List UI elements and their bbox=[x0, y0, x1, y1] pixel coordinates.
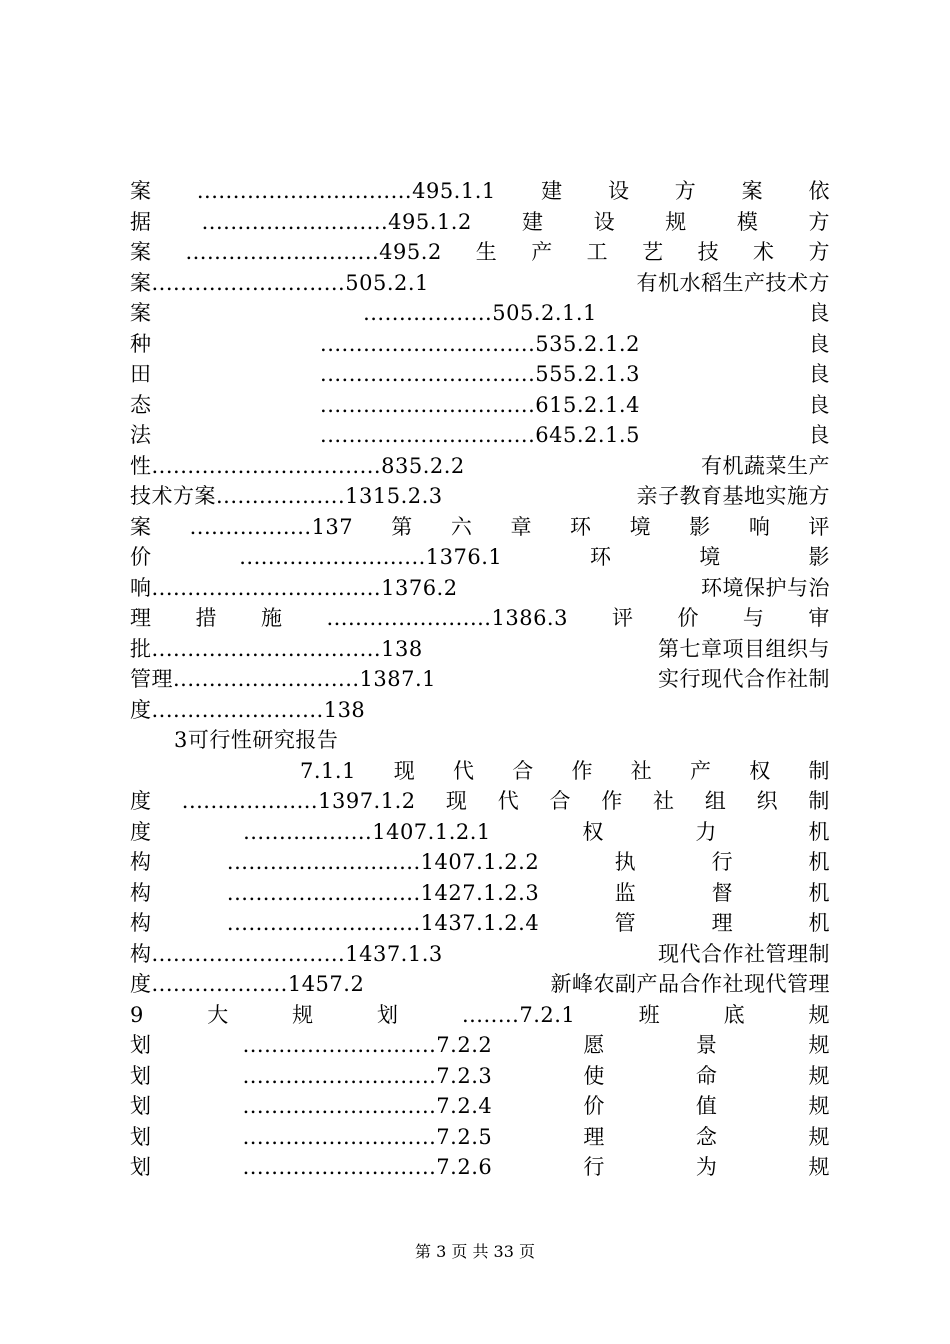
toc-text: ...........................7.2.3 bbox=[242, 1063, 493, 1088]
toc-text: 价 bbox=[583, 1094, 605, 1118]
toc-text: 施 bbox=[260, 606, 283, 630]
toc-text: 案 bbox=[741, 179, 764, 203]
toc-text: 依 bbox=[808, 179, 830, 203]
toc-text: 六 bbox=[450, 514, 473, 539]
toc-text: 影 bbox=[808, 545, 830, 569]
toc-text: 权 bbox=[749, 758, 771, 783]
toc-text: 督 bbox=[711, 880, 734, 905]
toc-text: 规 bbox=[665, 209, 687, 234]
toc-text: ...........................1427.1.2.3 bbox=[226, 880, 540, 905]
toc-text: 影 bbox=[689, 514, 711, 539]
toc-text: 机 bbox=[808, 911, 830, 935]
toc-text: 态 bbox=[130, 392, 152, 417]
toc-text: 度........................138 bbox=[130, 697, 366, 722]
toc-line bbox=[130, 908, 830, 939]
toc-text: 设 bbox=[593, 209, 616, 234]
toc-text: 管理..........................1387.1 bbox=[130, 667, 437, 691]
toc-text: 使 bbox=[583, 1063, 605, 1088]
toc-text: 方 bbox=[808, 240, 830, 264]
toc-text: 现 bbox=[445, 789, 468, 813]
toc-text: 规 bbox=[808, 1124, 830, 1149]
toc-text: 案...........................505.2.1 bbox=[130, 270, 429, 295]
toc-text: 案 bbox=[130, 301, 152, 325]
toc-line bbox=[130, 878, 830, 909]
toc-line bbox=[130, 939, 830, 970]
toc-text: 规 bbox=[808, 1002, 830, 1027]
toc-text: 构 bbox=[130, 880, 152, 905]
toc-line bbox=[130, 390, 830, 421]
toc-text: 良 bbox=[808, 362, 830, 386]
toc-text: 权 bbox=[582, 819, 604, 844]
toc-text: 作 bbox=[571, 758, 593, 783]
toc-text: 度 bbox=[130, 789, 152, 813]
toc-text: 环 bbox=[570, 514, 592, 539]
toc-text: 建 bbox=[521, 209, 544, 234]
toc-text: 3可行性研究报告 bbox=[174, 728, 339, 752]
toc-text: 有机蔬菜生产 bbox=[701, 453, 830, 478]
toc-text: 亲子教育基地实施方 bbox=[636, 484, 830, 508]
toc-text: ........7.2.1 bbox=[461, 1002, 576, 1027]
toc-text: ...........................495.2 bbox=[185, 240, 442, 264]
toc-line bbox=[130, 725, 830, 756]
toc-line bbox=[130, 359, 830, 390]
toc-text: 作 bbox=[601, 789, 623, 813]
toc-text: 方 bbox=[808, 209, 830, 234]
toc-text: 管 bbox=[614, 911, 637, 935]
toc-line bbox=[130, 969, 830, 1000]
page-footer: 第 3 页 共 33 页 bbox=[415, 1242, 535, 1261]
toc-text: 理 bbox=[130, 606, 152, 630]
toc-text: 力 bbox=[695, 819, 717, 844]
toc-text: 制 bbox=[808, 789, 830, 813]
toc-text: 良 bbox=[808, 392, 830, 417]
toc-text: ..............................495.1.1 bbox=[196, 179, 496, 203]
toc-line bbox=[130, 634, 830, 665]
toc-text: 方 bbox=[674, 179, 697, 203]
toc-text: 法 bbox=[130, 423, 152, 447]
toc-text: 织 bbox=[756, 789, 779, 813]
toc-text: 划 bbox=[130, 1124, 152, 1149]
toc-line bbox=[130, 1091, 830, 1122]
toc-text: 案 bbox=[130, 514, 152, 539]
toc-text: 划 bbox=[130, 1155, 152, 1179]
toc-text: 批................................138 bbox=[130, 636, 423, 661]
toc-text: 代 bbox=[452, 758, 475, 783]
toc-text: 模 bbox=[736, 209, 759, 234]
toc-text: 规 bbox=[808, 1033, 830, 1057]
toc-text: 设 bbox=[607, 179, 630, 203]
toc-text: 与 bbox=[742, 606, 765, 630]
toc-text: 划 bbox=[130, 1094, 152, 1118]
toc-line bbox=[130, 756, 830, 787]
toc-line bbox=[130, 329, 830, 360]
toc-text: 环境保护与治 bbox=[701, 575, 830, 600]
toc-text: 响 bbox=[748, 514, 771, 539]
toc-text: 境 bbox=[699, 545, 721, 569]
toc-text: 工 bbox=[586, 240, 609, 264]
toc-text: 术 bbox=[753, 240, 775, 264]
toc-text: ..............................555.2.1.3 bbox=[320, 362, 640, 386]
toc-text: ..............................615.2.1.4 bbox=[320, 392, 640, 417]
toc-text: 7.1.1 bbox=[300, 758, 356, 783]
toc-text: 为 bbox=[695, 1155, 718, 1179]
toc-text: 良 bbox=[808, 301, 830, 325]
toc-text: ...........................7.2.4 bbox=[242, 1094, 493, 1118]
toc-line bbox=[130, 817, 830, 848]
toc-text: 实行现代合作社制 bbox=[658, 667, 830, 691]
toc-line bbox=[130, 1000, 830, 1031]
toc-text: ..................505.2.1.1 bbox=[363, 301, 597, 325]
toc-text: 价 bbox=[677, 606, 699, 630]
toc-line bbox=[130, 1122, 830, 1153]
toc-text: .......................1386.3 bbox=[326, 606, 568, 630]
toc-text: 划 bbox=[130, 1033, 152, 1057]
toc-text: 现 bbox=[393, 758, 416, 783]
toc-text: 种 bbox=[130, 331, 152, 356]
toc-text: ...........................1407.1.2.2 bbox=[226, 850, 540, 874]
toc-text: 构 bbox=[130, 911, 152, 935]
toc-line bbox=[130, 1030, 830, 1061]
toc-line bbox=[130, 420, 830, 451]
toc-text: 案 bbox=[130, 240, 152, 264]
toc-text: 班 bbox=[638, 1002, 661, 1027]
toc-text: 审 bbox=[808, 606, 830, 630]
toc-text: 第 bbox=[391, 514, 413, 539]
toc-line bbox=[130, 1061, 830, 1092]
toc-text: 监 bbox=[614, 880, 637, 905]
toc-line bbox=[130, 542, 830, 573]
toc-line bbox=[130, 847, 830, 878]
toc-text: 度 bbox=[130, 819, 152, 844]
toc-text: 艺 bbox=[642, 240, 664, 264]
toc-text: 合 bbox=[549, 789, 571, 813]
toc-text: 生 bbox=[475, 240, 498, 264]
toc-text: ..........................1376.1 bbox=[239, 545, 503, 569]
toc-text: 章 bbox=[510, 514, 532, 539]
toc-line bbox=[130, 1152, 830, 1183]
toc-text: 度...................1457.2 bbox=[130, 972, 365, 996]
toc-text: ..................1407.1.2.1 bbox=[243, 819, 491, 844]
toc-text: 有机水稻生产技术方 bbox=[636, 270, 830, 295]
toc-text: 执 bbox=[614, 850, 637, 874]
toc-line bbox=[130, 664, 830, 695]
toc-text: 愿 bbox=[583, 1033, 605, 1057]
toc-text: 规 bbox=[808, 1155, 830, 1179]
toc-text: 组 bbox=[704, 789, 727, 813]
toc-text: ...........................1437.1.2.4 bbox=[226, 911, 540, 935]
toc-text: 底 bbox=[723, 1002, 746, 1027]
toc-text: 机 bbox=[808, 880, 830, 905]
toc-text: 环 bbox=[590, 545, 612, 569]
toc-text: 行 bbox=[583, 1155, 605, 1179]
toc-text: 田 bbox=[130, 362, 152, 386]
toc-text: 构 bbox=[130, 850, 152, 874]
toc-text: 良 bbox=[808, 331, 830, 356]
toc-text: 合 bbox=[512, 758, 534, 783]
toc-text: 案 bbox=[130, 179, 152, 203]
toc-text: ...................1397.1.2 bbox=[181, 789, 416, 813]
toc-line bbox=[130, 481, 830, 512]
toc-text: 代 bbox=[497, 789, 520, 813]
toc-text: 现代合作社管理制 bbox=[658, 941, 830, 966]
toc-text: 景 bbox=[695, 1033, 718, 1057]
toc-text: 第七章项目组织与 bbox=[658, 636, 830, 661]
toc-line bbox=[130, 176, 830, 207]
toc-text: 念 bbox=[695, 1124, 718, 1149]
toc-text: 理 bbox=[583, 1124, 605, 1149]
toc-text: 社 bbox=[653, 789, 675, 813]
toc-text: 评 bbox=[611, 606, 634, 630]
toc-line bbox=[130, 237, 830, 268]
toc-text: 性................................835.2.2 bbox=[130, 453, 465, 478]
toc-text: 理 bbox=[711, 911, 734, 935]
toc-text: 措 bbox=[195, 606, 217, 630]
toc-line bbox=[130, 786, 830, 817]
toc-text: 境 bbox=[629, 514, 652, 539]
toc-text: 大 bbox=[207, 1002, 229, 1027]
toc-line bbox=[130, 207, 830, 238]
toc-text: 技术方案..................1315.2.3 bbox=[130, 484, 443, 508]
toc-text: 命 bbox=[695, 1063, 718, 1088]
table-of-contents bbox=[130, 176, 830, 1183]
toc-text: 9 bbox=[130, 1002, 144, 1027]
toc-text: ..........................495.1.2 bbox=[201, 209, 472, 234]
toc-line bbox=[130, 695, 830, 726]
toc-text: 良 bbox=[808, 423, 830, 447]
toc-text: ...........................7.2.6 bbox=[242, 1155, 493, 1179]
toc-line bbox=[130, 268, 830, 299]
toc-text: 产 bbox=[531, 240, 553, 264]
toc-text: ..............................645.2.1.5 bbox=[320, 423, 640, 447]
toc-text: 值 bbox=[695, 1094, 718, 1118]
toc-text: 响................................1376.2 bbox=[130, 575, 458, 600]
toc-text: 机 bbox=[808, 819, 830, 844]
toc-text: 制 bbox=[808, 758, 830, 783]
toc-text: 行 bbox=[711, 850, 734, 874]
toc-line bbox=[130, 603, 830, 634]
toc-text: 据 bbox=[130, 209, 152, 234]
toc-line bbox=[130, 451, 830, 482]
toc-line bbox=[130, 298, 830, 329]
toc-text: 建 bbox=[541, 179, 563, 203]
toc-text: 规 bbox=[808, 1094, 830, 1118]
toc-text: ...........................7.2.2 bbox=[242, 1033, 493, 1057]
toc-text: 产 bbox=[689, 758, 712, 783]
toc-text: 构...........................1437.1.3 bbox=[130, 941, 443, 966]
toc-text: ...........................7.2.5 bbox=[242, 1124, 493, 1149]
toc-line bbox=[130, 512, 830, 543]
toc-text: 机 bbox=[808, 850, 830, 874]
toc-text: 评 bbox=[808, 514, 830, 539]
toc-text: 技 bbox=[697, 240, 720, 264]
toc-text: 规 bbox=[292, 1002, 314, 1027]
toc-text: .................137 bbox=[189, 514, 354, 539]
toc-text: 划 bbox=[377, 1002, 399, 1027]
toc-text: 价 bbox=[130, 545, 152, 569]
toc-text: 社 bbox=[630, 758, 653, 783]
toc-text: 新峰农副产品合作社现代管理 bbox=[550, 972, 830, 996]
toc-text: 规 bbox=[808, 1063, 830, 1088]
toc-line bbox=[130, 573, 830, 604]
toc-text: ..............................535.2.1.2 bbox=[320, 331, 640, 356]
toc-text: 划 bbox=[130, 1063, 152, 1088]
